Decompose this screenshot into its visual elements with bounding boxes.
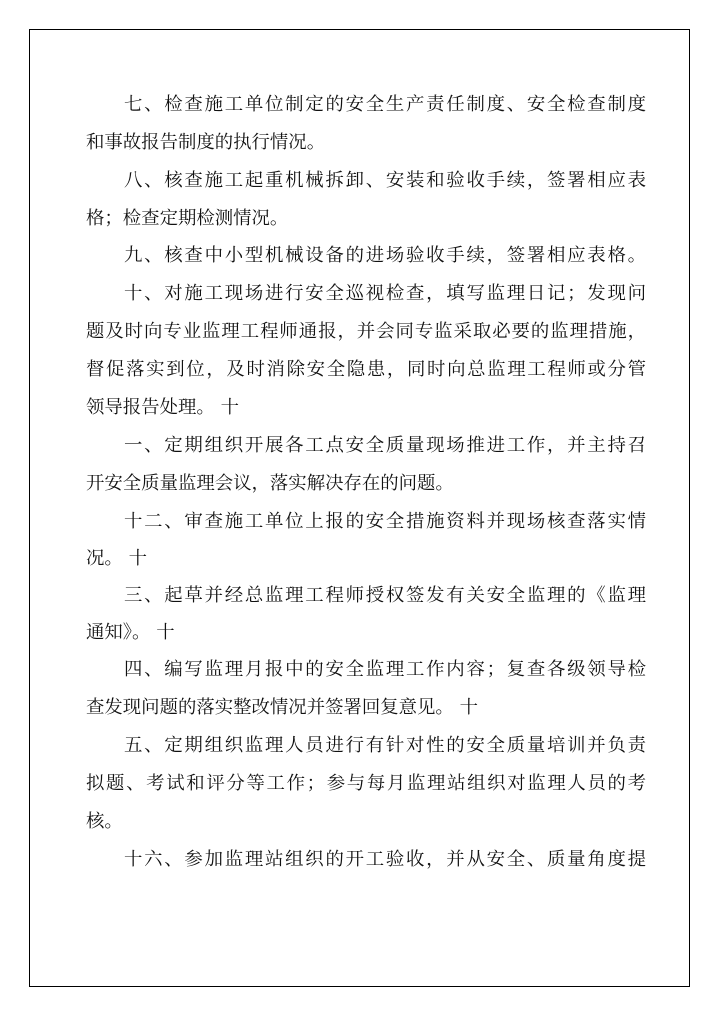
text-line-15: 通知》。 十	[86, 622, 175, 643]
text-line-20: 核。	[86, 811, 123, 832]
text-line-5: 九、核查中小型机械设备的进场验收手续，签署相应表格。	[124, 245, 646, 266]
text-line-9: 领导报告处理。 十	[86, 397, 239, 418]
text-line-14: 三、起草并经总监理工程师授权签发有关安全监理的《监理	[124, 585, 646, 606]
text-line-6: 十、对施工现场进行安全巡视检查，填写监理日记；发现问	[124, 283, 646, 304]
text-line-19: 拟题、考试和评分等工作；参与每月监理站组织对监理人员的考	[86, 773, 646, 794]
text-line-10: 一、定期组织开展各工点安全质量现场推进工作，并主持召	[124, 435, 646, 456]
text-line-4: 格；检查定期检测情况。	[86, 208, 289, 229]
text-line-13: 况。 十	[86, 548, 148, 569]
text-line-12: 十二、审查施工单位上报的安全措施资料并现场核查落实情	[124, 511, 646, 532]
text-line-18: 五、定期组织监理人员进行有针对性的安全质量培训并负责	[124, 735, 646, 756]
text-line-1: 七、检查施工单位制定的安全生产责任制度、安全检查制度	[124, 94, 646, 115]
text-line-16: 四、编写监理月报中的安全监理工作内容；复查各级领导检	[124, 659, 646, 680]
text-line-17: 查发现问题的落实整改情况并签署回复意见。 十	[86, 697, 479, 718]
text-line-8: 督促落实到位，及时消除安全隐患，同时向总监理工程师或分管	[86, 359, 646, 380]
text-line-3: 八、核查施工起重机械拆卸、安装和验收手续，签署相应表	[124, 170, 646, 191]
text-line-7: 题及时向专业监理工程师通报，并会同专监采取必要的监理措施，	[86, 321, 646, 342]
text-line-11: 开安全质量监理会议，落实解决存在的问题。	[86, 473, 454, 494]
text-line-21: 十六、参加监理站组织的开工验收，并从安全、质量角度提	[124, 849, 646, 870]
text-line-2: 和事故报告制度的执行情况。	[86, 132, 326, 153]
